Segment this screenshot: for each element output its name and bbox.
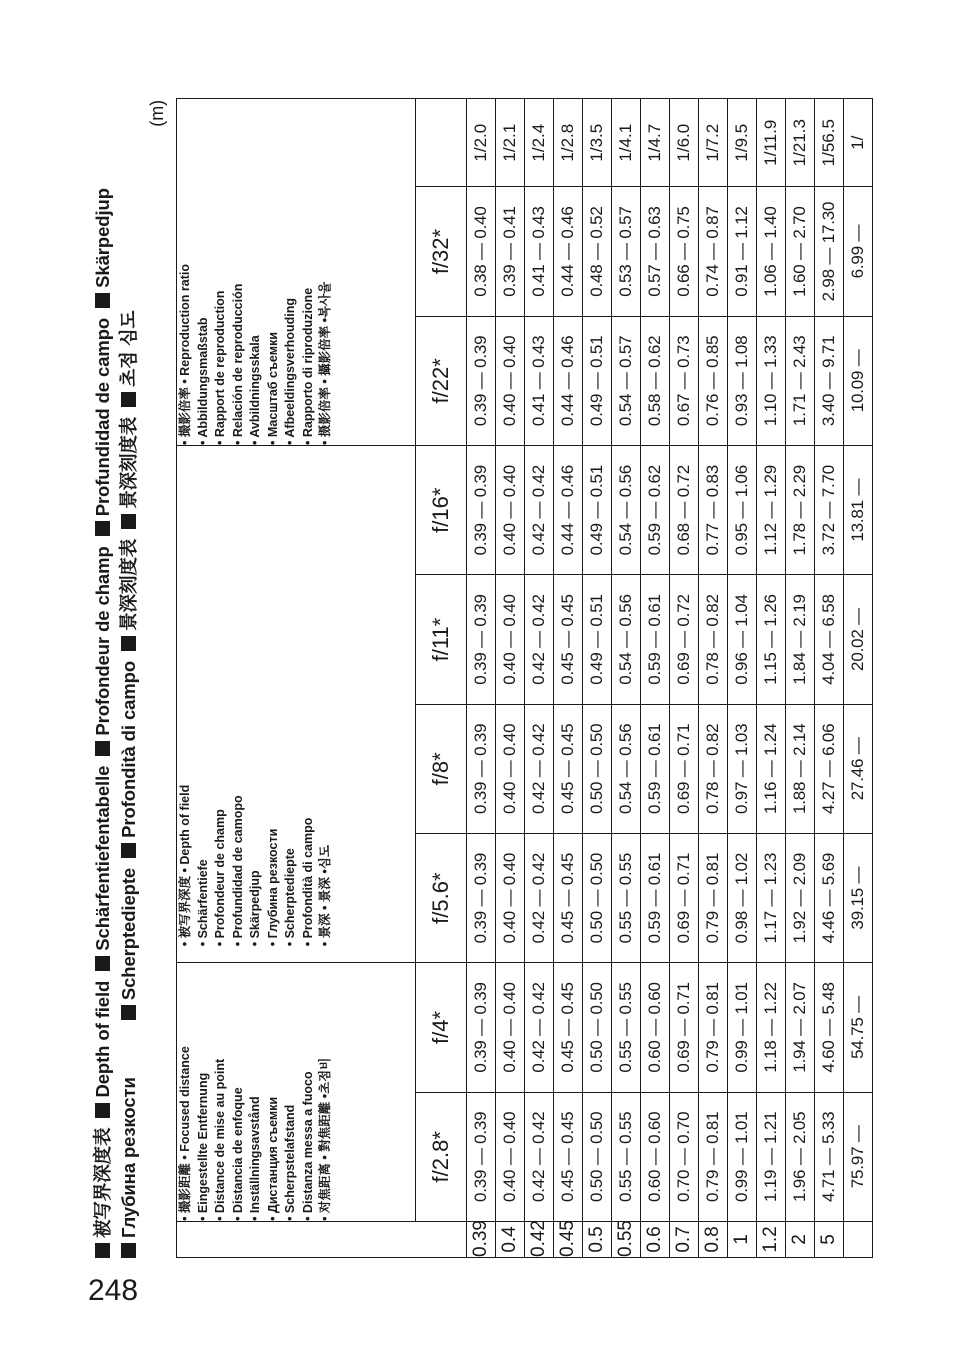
table-row [467,99,496,1258]
legend-reproduction-ratio [177,99,416,446]
title-item: Schärfentiefentabelle [92,765,113,951]
depth-range-cell: 0.57 — 0.63 [641,187,670,316]
focused-distance-cell: 1.2 [757,1221,786,1257]
depth-range-cell: 0.55 — 0.55 [612,963,641,1092]
table-row [554,99,583,1258]
legend-line: • Abbildungsmaßstab [195,317,210,445]
focused-distance-cell: 0.5 [583,1221,612,1257]
depth-range-cell: 1.78 — 2.29 [786,446,815,575]
legend-row [177,99,416,1258]
reproduction-ratio-cell: 1/56.5 [815,99,844,187]
depth-range-cell: 20.02 — [844,575,873,704]
depth-range-cell: 0.54 — 0.56 [612,704,641,833]
depth-range-cell: 0.39 — 0.39 [467,704,496,833]
depth-range-cell: 1.60 — 2.70 [786,187,815,316]
depth-range-cell: 0.39 — 0.41 [496,187,525,316]
depth-range-cell: 0.67 — 0.73 [670,316,699,445]
depth-range-cell: 0.45 — 0.45 [554,833,583,962]
square-bullet-icon [95,1243,110,1258]
depth-range-cell: 0.79 — 0.81 [699,963,728,1092]
depth-range-cell: 0.95 — 1.06 [728,446,757,575]
depth-range-cell: 1.16 — 1.24 [757,704,786,833]
depth-range-cell: 0.50 — 0.50 [583,704,612,833]
depth-range-cell: 2.98 — 17.30 [815,187,844,316]
depth-range-cell: 0.44 — 0.46 [554,446,583,575]
focused-distance-cell: 1 [728,1221,757,1257]
depth-range-cell: 75.97 — [844,1092,873,1221]
legend-line: • Scherptediepte [283,848,297,947]
depth-range-cell: 0.69 — 0.71 [670,833,699,962]
depth-range-cell: 3.40 — 9.71 [815,316,844,445]
focused-distance-cell: 0.4 [496,1221,525,1257]
aperture-header: f/22* [416,316,467,445]
depth-range-cell: 0.42 — 0.42 [525,833,554,962]
depth-range-cell: 0.40 — 0.40 [496,963,525,1092]
depth-range-cell: 0.40 — 0.40 [496,316,525,445]
reproduction-ratio-cell: 1/3.5 [583,99,612,187]
depth-range-cell: 0.60 — 0.60 [641,963,670,1092]
aperture-header: f/5.6* [416,833,467,962]
aperture-header-row [416,99,467,1258]
depth-range-cell: 0.39 — 0.39 [467,575,496,704]
title-line-2 [116,98,142,1258]
depth-range-cell: 10.09 — [844,316,873,445]
rotated-content [90,98,867,1258]
legend-line: • Skärpedjup [248,870,262,947]
depth-range-cell: 0.44 — 0.46 [554,316,583,445]
legend-line: • Distancia de enfoque [230,1087,245,1221]
legend-line: • Eingestellte Entfernung [195,1072,210,1221]
title-item: Scherptediepte [118,867,139,1001]
depth-range-cell: 4.46 — 5.69 [815,833,844,962]
focused-distance-cell: 2 [786,1221,815,1257]
focused-distance-cell: 0.7 [670,1221,699,1257]
depth-range-cell: 0.39 — 0.39 [467,316,496,445]
depth-range-cell: 0.59 — 0.61 [641,575,670,704]
reproduction-ratio-cell: 1/4.1 [612,99,641,187]
depth-range-cell: 0.38 — 0.40 [467,187,496,316]
table-row [757,99,786,1258]
depth-range-cell: 1.92 — 2.09 [786,833,815,962]
reproduction-ratio-cell: 1/4.7 [641,99,670,187]
title-item: 景深刻度表 [118,538,139,631]
legend-depth-of-field [177,446,416,963]
depth-range-cell: 1.18 — 1.22 [757,963,786,1092]
depth-range-cell: 0.74 — 0.87 [699,187,728,316]
depth-range-cell: 3.72 — 7.70 [815,446,844,575]
depth-range-cell: 0.41 — 0.43 [525,187,554,316]
legend-line: • 被写界深度 • Depth of field [178,784,192,947]
legend-distance [177,963,416,1222]
depth-range-cell: 0.40 — 0.40 [496,704,525,833]
title-line-1 [90,98,116,1258]
table-row [728,99,757,1258]
aperture-header: f/32* [416,187,467,316]
depth-range-cell: 0.50 — 0.50 [583,833,612,962]
depth-range-cell: 0.40 — 0.40 [496,446,525,575]
depth-range-cell: 0.50 — 0.50 [583,1092,612,1221]
legend-line: • Distance de mise au point [213,1058,227,1221]
depth-range-cell: 0.59 — 0.61 [641,833,670,962]
legend-line: • Avbildningsskala [248,335,262,445]
depth-range-cell: 0.55 — 0.55 [612,1092,641,1221]
ratio-header [416,99,467,187]
depth-range-cell: 0.45 — 0.45 [554,575,583,704]
depth-range-cell: 0.54 — 0.57 [612,316,641,445]
depth-range-cell: 39.15 — [844,833,873,962]
depth-range-cell: 0.40 — 0.40 [496,833,525,962]
depth-range-cell: 0.39 — 0.39 [467,833,496,962]
depth-range-cell: 0.49 — 0.51 [583,316,612,445]
depth-range-cell: 0.42 — 0.42 [525,1092,554,1221]
depth-range-cell: 0.59 — 0.62 [641,446,670,575]
depth-range-cell: 0.93 — 1.08 [728,316,757,445]
focused-distance-cell: 0.6 [641,1221,670,1257]
title-item: 景深刻度表 [118,416,139,509]
focused-distance-cell [844,1221,873,1257]
depth-range-cell: 0.42 — 0.42 [525,704,554,833]
legend-line: • Afbeeldingsverhouding [283,298,297,445]
legend-line: • Profondeur de champ [213,809,227,947]
focused-distance-cell: 0.45 [554,1221,583,1257]
depth-range-cell: 0.45 — 0.45 [554,1092,583,1221]
depth-range-cell: 0.79 — 0.81 [699,1092,728,1221]
depth-range-cell: 0.39 — 0.39 [467,446,496,575]
page-title [90,98,170,1258]
square-bullet-icon [95,1103,110,1118]
unit-label: (m) [147,100,167,127]
legend-line: • 景深 • 景深 •심도 [318,845,332,947]
square-bullet-icon [121,843,136,858]
depth-range-cell: 0.54 — 0.56 [612,446,641,575]
focused-distance-cell: 5 [815,1221,844,1257]
square-bullet-icon [95,521,110,536]
legend-line: • Profondità di campo [300,817,315,947]
corner-cell [177,1221,467,1257]
depth-range-cell: 0.58 — 0.62 [641,316,670,445]
depth-range-cell: 0.39 — 0.39 [467,1092,496,1221]
depth-range-cell: 0.59 — 0.61 [641,704,670,833]
depth-range-cell: 1.84 — 2.19 [786,575,815,704]
title-item: 被写界深度表 [92,1127,113,1238]
legend-line: • Rapport de reproduction [213,290,227,445]
depth-range-cell: 0.70 — 0.70 [670,1092,699,1221]
legend-line: • Inställningsavstånd [248,1096,262,1221]
legend-line: • Schärfentiefe [195,859,210,947]
aperture-header: f/8* [416,704,467,833]
depth-range-cell: 0.44 — 0.46 [554,187,583,316]
depth-range-cell: 0.45 — 0.45 [554,704,583,833]
legend-line: • Profundidad de camopo [230,795,245,947]
legend-line: • 对焦距离 • 對焦距離 •초점비 [318,1057,332,1221]
depth-range-cell: 0.55 — 0.55 [612,833,641,962]
depth-range-cell: 0.98 — 1.02 [728,833,757,962]
table-row [612,99,641,1258]
depth-range-cell: 6.99 — [844,187,873,316]
legend-line: • Дистанция съемки [265,1096,280,1221]
depth-range-cell: 0.91 — 1.12 [728,187,757,316]
depth-range-cell: 0.78 — 0.82 [699,575,728,704]
table-body [467,99,873,1258]
depth-range-cell: 0.41 — 0.43 [525,316,554,445]
legend-line: • Distanza messa a fuoco [300,1071,315,1221]
depth-range-cell: 0.53 — 0.57 [612,187,641,316]
focused-distance-cell: 0.55 [612,1221,641,1257]
legend-line: • Глубина резкости [265,828,280,947]
legend-line: • Масштаб съемки [265,332,280,445]
table-row [815,99,844,1258]
page-number: 248 [88,1274,139,1307]
reproduction-ratio-cell: 1/2.1 [496,99,525,187]
depth-range-cell: 1.10 — 1.33 [757,316,786,445]
depth-range-cell: 27.46 — [844,704,873,833]
square-bullet-icon [121,392,136,407]
reproduction-ratio-cell: 1/2.8 [554,99,583,187]
depth-range-cell: 4.60 — 5.48 [815,963,844,1092]
reproduction-ratio-cell: 1/7.2 [699,99,728,187]
depth-range-cell: 0.49 — 0.51 [583,446,612,575]
depth-range-cell: 4.04 — 6.58 [815,575,844,704]
depth-range-cell: 1.19 — 1.21 [757,1092,786,1221]
depth-range-cell: 0.54 — 0.56 [612,575,641,704]
aperture-header: f/4* [416,963,467,1092]
legend-line: • 撮影倍率 • Reproduction ratio [178,264,192,445]
depth-range-cell: 1.12 — 1.29 [757,446,786,575]
depth-range-cell: 0.77 — 0.83 [699,446,728,575]
reproduction-ratio-cell: 1/ [844,99,873,187]
title-item: 초점 심도 [118,310,139,387]
depth-range-cell: 1.06 — 1.40 [757,187,786,316]
title-item: Глубина резкости [118,1077,139,1238]
title-item: Profondeur de champ [92,546,113,736]
square-bullet-icon [95,956,110,971]
depth-range-cell: 0.42 — 0.42 [525,446,554,575]
depth-range-cell: 0.45 — 0.45 [554,963,583,1092]
depth-range-cell: 0.97 — 1.03 [728,704,757,833]
square-bullet-icon [121,514,136,529]
depth-range-cell: 0.48 — 0.52 [583,187,612,316]
table-row [496,99,525,1258]
aperture-header: f/16* [416,446,467,575]
focused-distance-cell: 0.39 [467,1221,496,1257]
table-row [670,99,699,1258]
depth-range-cell: 0.69 — 0.72 [670,575,699,704]
depth-range-cell: 1.15 — 1.26 [757,575,786,704]
reproduction-ratio-cell: 1/9.5 [728,99,757,187]
reproduction-ratio-cell: 1/6.0 [670,99,699,187]
table-row [786,99,815,1258]
depth-range-cell: 0.40 — 0.40 [496,575,525,704]
legend-line: • Rapporto di riproduzione [300,287,315,445]
depth-range-cell: 0.42 — 0.42 [525,963,554,1092]
depth-range-cell: 1.94 — 2.07 [786,963,815,1092]
depth-range-cell: 0.99 — 1.01 [728,1092,757,1221]
legend-line: • Scherpstelafstand [283,1104,297,1221]
table-row [844,99,873,1258]
reproduction-ratio-cell: 1/2.4 [525,99,554,187]
square-bullet-icon [121,636,136,651]
depth-range-cell: 1.96 — 2.05 [786,1092,815,1221]
reproduction-ratio-cell: 1/21.3 [786,99,815,187]
title-item: Profundidad de campo [92,317,113,517]
table-row [699,99,728,1258]
focused-distance-cell: 0.42 [525,1221,554,1257]
legend-line: • 撮影距離 • Focused distance [178,1046,192,1221]
title-item: Profondità di campo [118,660,139,838]
table-row [583,99,612,1258]
depth-range-cell: 0.99 — 1.01 [728,963,757,1092]
depth-range-cell: 0.76 — 0.85 [699,316,728,445]
depth-range-cell: 0.69 — 0.71 [670,704,699,833]
depth-range-cell: 0.68 — 0.72 [670,446,699,575]
depth-range-cell: 0.78 — 0.82 [699,704,728,833]
depth-range-cell: 0.42 — 0.42 [525,575,554,704]
square-bullet-icon [121,1005,136,1020]
depth-range-cell: 0.40 — 0.40 [496,1092,525,1221]
reproduction-ratio-cell: 1/11.9 [757,99,786,187]
depth-range-cell: 0.49 — 0.51 [583,575,612,704]
depth-range-cell: 0.66 — 0.75 [670,187,699,316]
depth-range-cell: 0.39 — 0.39 [467,963,496,1092]
depth-range-cell: 13.81 — [844,446,873,575]
depth-range-cell: 0.96 — 1.04 [728,575,757,704]
depth-range-cell: 54.75 — [844,963,873,1092]
depth-range-cell: 4.71 — 5.33 [815,1092,844,1221]
depth-range-cell: 0.69 — 0.71 [670,963,699,1092]
reproduction-ratio-cell: 1/2.0 [467,99,496,187]
aperture-header: f/2.8* [416,1092,467,1221]
depth-range-cell: 1.88 — 2.14 [786,704,815,833]
depth-range-cell: 0.60 — 0.60 [641,1092,670,1221]
square-bullet-icon [121,1243,136,1258]
depth-range-cell: 1.17 — 1.23 [757,833,786,962]
depth-range-cell: 0.50 — 0.50 [583,963,612,1092]
square-bullet-icon [95,741,110,756]
title-item: Depth of field [92,980,113,1098]
depth-range-cell: 0.79 — 0.81 [699,833,728,962]
focused-distance-cell: 0.8 [699,1221,728,1257]
legend-line: • 摄影倍率 • 攝影倍率 •복사율 [318,281,332,445]
table-row [525,99,554,1258]
legend-line: • Relación de reproducción [230,283,245,445]
title-item: Skärpedjup [92,188,113,288]
aperture-header: f/11* [416,575,467,704]
depth-range-cell: 4.27 — 6.06 [815,704,844,833]
depth-of-field-table [176,98,873,1258]
table-row [641,99,670,1258]
square-bullet-icon [95,293,110,308]
depth-range-cell: 1.71 — 2.43 [786,316,815,445]
